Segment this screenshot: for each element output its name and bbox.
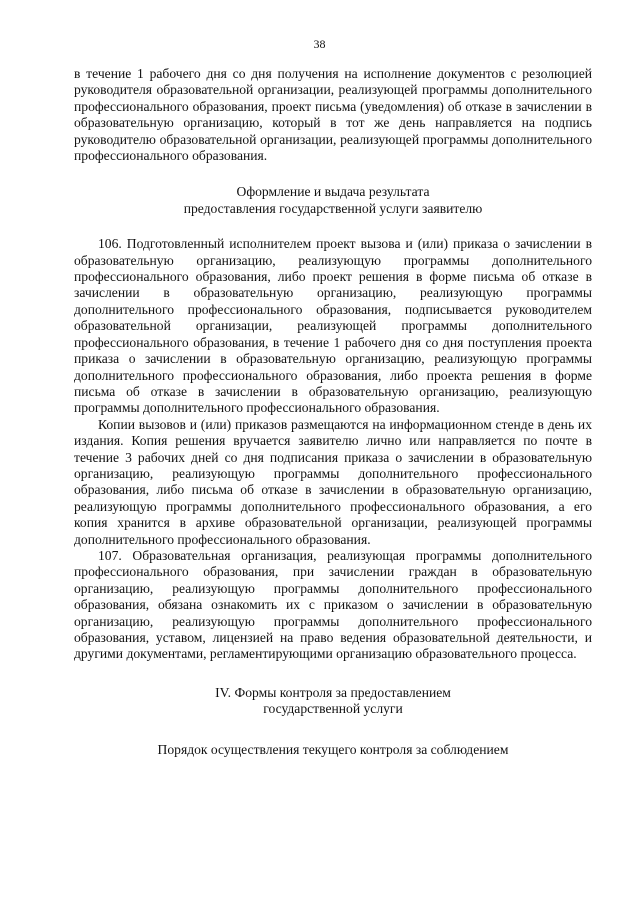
paragraph-copies: Копии вызовов и (или) приказов размещаются на информационном стенде в день их издания. Копия решения вручается заявителю лично или направляется по почте в течение 3 рабочих дней со дня подписания приказа о зачислении в образовательную организацию, реализующую программы дополнительного профессионального образования, либо письма об отказе в зачислении в образовательную организацию, реализующую программы дополнительного профессионального образования, а его копия хранится в архиве образовательной организации, реализующей программы дополнительного профессионального образования. [74,416,592,547]
chapter-heading [74,685,592,718]
page-number: 38 [313,37,326,51]
subsection-heading: Порядок осуществления текущего контроля за соблюдением [157,741,509,757]
document-body [74,66,592,758]
paragraph-107: 107. Образовательная организация, реализующая программы дополнительного профессионального образования, при зачислении граждан в образовательную организацию, реализующую программы дополнительного профессионального образования, обязана ознакомить их с приказом о зачислении в образовательную организацию, реализующую программы дополнительного профессионального образования, уставом, лицензией на право ведения образовательной деятельности, и другими документами, регламентирующими организацию образовательного процесса. [74,547,592,662]
paragraph-106: 106. Подготовленный исполнителем проект вызова и (или) приказа о зачислении в образовательную организацию, реализующую программы дополнительного профессионального образования, либо проект решения в форме письма об отказе в зачислении в образовательную организацию, реализующую программы дополнительного профессионального образования, подписывается руководителем образовательной организации, реализующей программы дополнительного профессионального образования, в течение 1 рабочего дня со дня поступления проекта приказа о зачислении в образовательную организацию, реализующую программы дополнительного профессионального образования, либо проекта решения в форме письма об отказе в зачислении в образовательную организацию, реализующую программы дополнительного профессионального образования. [74,236,592,416]
chapter-heading-line-1: IV. Формы контроля за предоставлением [215,684,451,700]
chapter-heading-line-2: государственной услуги [263,701,403,717]
paragraph-continuation: в течение 1 рабочего дня со дня получения на исполнение документов с резолюцией руководителя образовательной организации, реализующей программы дополнительного профессионального образования, проект письма (уведомления) об отказе в зачислении в образовательную организацию, который в тот же день направляется на подпись руководителю образовательной организации, реализующей программы дополнительного профессионального образования. [74,66,592,164]
section-heading [74,184,592,217]
section-heading-line-2: предоставления государственной услуги заявителю [183,200,483,216]
section-heading-line-1: Оформление и выдача результата [236,184,430,200]
